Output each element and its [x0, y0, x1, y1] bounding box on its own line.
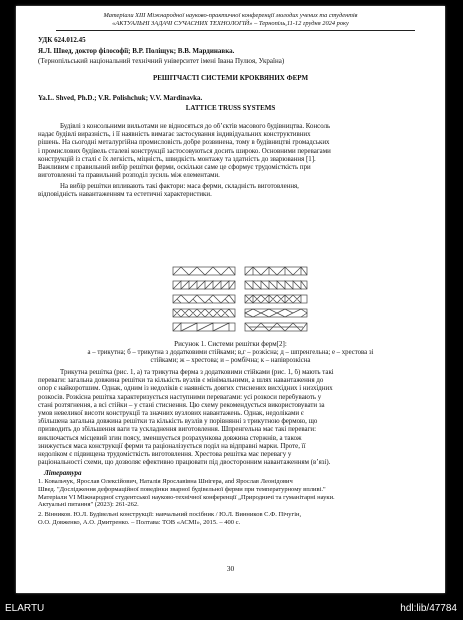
text-line: недоліком є підвищена трудомісткість виготовлення. Хрестова решітка має перевагу у — [38, 451, 292, 459]
figure-caption: Рисунок 1. Системи решітки ферм[2]: — [174, 340, 287, 348]
authors-en: Ya.L. Shved, Ph.D.; V.R. Polishchuk; V.V. Mardinavka. — [38, 94, 203, 102]
text-line: збільшена загальна довжина решітки та кількість вузлів у порівнянні з трикутною фермою, що — [38, 418, 318, 426]
truss-row-3 — [173, 295, 307, 303]
text-line: розкосів. Розкісна решітка характеризується наступними перевагами: усі розкоси перебувають у — [38, 393, 322, 401]
truss-row-4 — [173, 309, 307, 317]
conference-header — [16, 12, 445, 28]
text-line: На вибір решітки впливають такі фактори: маса ферми, складність виготовлення, — [60, 183, 299, 190]
header-divider — [56, 30, 415, 31]
reference-1 — [38, 478, 426, 509]
text-line: стані розтягнення, а всі стійки – у стані стиснення. Цю схему рекомендується використовувати за — [38, 401, 325, 409]
text-line: Важливим є правильний вибір решітки ферми, оскільки саме це сформує трудомісткість при — [38, 164, 311, 172]
udk-code: УДК 624.012.45 — [38, 36, 86, 44]
header-line-1: Матеріали XIII Міжнародної науково-практичної конференції молодих учених та студентів — [103, 12, 358, 19]
text-line: надає будівлі виразність, і її наявність вимагає застосування індивідуальних конструктивних — [38, 131, 311, 139]
truss-row-5 — [173, 323, 307, 331]
text-line: відповідність навантаженням та естетичні характеристики. — [38, 191, 212, 199]
repository-footer — [0, 598, 463, 620]
authors-ua: Я.Л. Швед, доктор філософії; В.Р. Поліщук; В.В. Мардинавка. — [38, 47, 235, 55]
text-line: Актуальні питання" (2023): 261-262. — [38, 501, 139, 509]
text-line: призводить до збільшення ваги та ускладнення виготовлення. Шпренгельна має такі переваги: — [38, 426, 317, 434]
truss-row-1 — [173, 267, 307, 275]
truss-row-2 — [173, 281, 307, 289]
figure-legend-1: а – трикутна; б – трикутна з додатковими стійками; в,г – розкісна; д – шпренгельна; е – хрестова зі — [87, 349, 374, 356]
repository-name: ELARTU — [5, 603, 45, 614]
header-line-2: «АКТУАЛЬНІ ЗАДАЧІ СУЧАСНИХ ТЕХНОЛОГІЙ» – Тернопіль,11-12 грудня 2024 року — [112, 20, 349, 27]
page-number: 30 — [226, 564, 235, 573]
text-line: конструкцій із сталі є їх легкість, міцність, швидкість монтажу та здатність до зварювання [1]. — [38, 155, 316, 163]
paragraph-analysis — [38, 369, 426, 467]
text-line: Швед. "Дослідження деформаційної поведінки зварної будівельної ферми при температурному впливі." — [38, 485, 326, 493]
text-line: 2. Вінников. Ю.Л. Будівельні конструкції: навчальний посібник / Ю.Л. Винников С.Ф. Пічугін, — [38, 511, 302, 518]
paragraph-intro — [38, 123, 426, 180]
truss-systems-figure — [171, 265, 311, 338]
text-line: і промислових будівель сталеві конструкції застосовуються досить широко. Основними перевагами — [38, 147, 331, 155]
text-line: Будівлі з консольними вильотами не відносяться до об’єктів масового будівництва. Консоль — [60, 123, 331, 130]
text-line: знижується маса конструкції ферми та раціоналізується поділ на відправні марки. Проте, її — [38, 442, 306, 450]
title-en: LATTICE TRUSS SYSTEMS — [185, 104, 276, 112]
references-title: Література — [44, 469, 82, 477]
text-line: Трикутна решітка (рис. 1, а) та трикутна ферма з додатковими стійками (рис. 1, б) мають такі — [60, 369, 334, 376]
title-ua: РЕШІТЧАСТІ СИСТЕМИ КРОКВЯНИХ ФЕРМ — [152, 74, 309, 82]
figure-legend-2: стійками; ж – хрестова; и – ромбічна; к – напіврозкісна — [150, 357, 311, 364]
text-line: рішень. На сьогодні металургійна промисловість добре розвинена, тому в будівництві громадських — [38, 139, 330, 147]
reference-2 — [38, 511, 426, 527]
paragraph-factors — [38, 183, 426, 199]
document-page — [16, 6, 445, 593]
text-line: переваги: загальна довжина решітки та кількість вузлів є мінімальними, а шлях навантаження до — [38, 377, 324, 385]
handle-id: hdl:lib/47784 — [400, 603, 457, 614]
text-line: умов невеликої висоти конструкції та значних вузлових навантажень. Однак, недоліками є — [38, 410, 304, 418]
text-line: опор є найкоротшим. Однак, одним із недоліків є наявність довгих стиснених висхідних і низхідних — [38, 385, 333, 393]
text-line: Матеріали VI Міжнародної студентської науково-технічної конференції „Природничі та гуманітарні науки. — [38, 493, 335, 501]
affiliation: (Тернопільський національний технічний університет імені Івана Пулюя, Україна) — [38, 57, 285, 65]
text-line: О.О. Довженко, А.О. Дмитренко. – Полтава: ТОВ «АСМІ», 2015. – 400 с. — [38, 518, 241, 526]
text-line: 1. Ковальчук, Ярослав Олексійович, Наталія Ярославівна Шнігера, and Ярослав Леонідович — [38, 478, 293, 485]
text-line: раціональності схеми, що дозволяє ефективно працювати під двосторонним навантаженням (в’язі). — [38, 459, 331, 467]
text-line: виготовленні та правильний розподіл зусиль між елементами. — [38, 172, 220, 180]
text-line: виключається місцевий згин поясу, зменшується розрахункова довжина стержнів, а також — [38, 434, 302, 442]
